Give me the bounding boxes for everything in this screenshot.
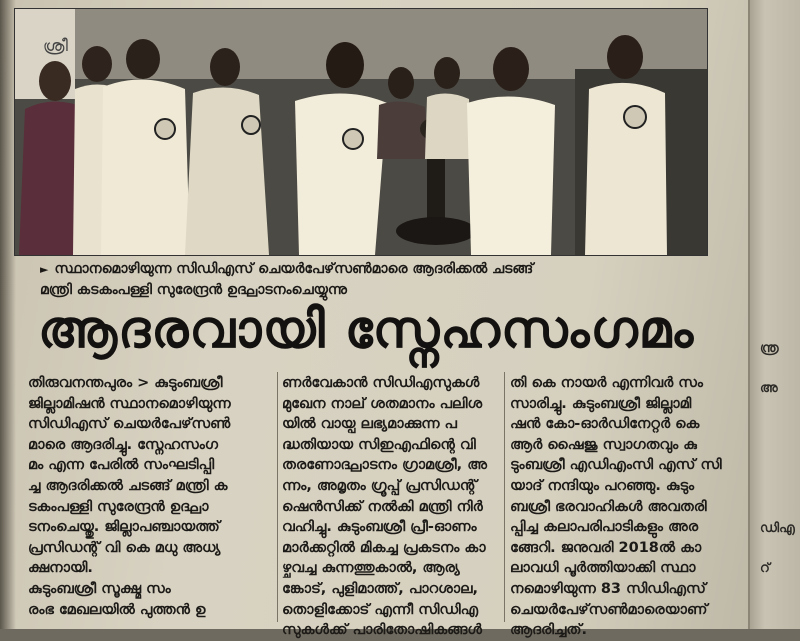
text-line: മം എന്ന പേരിൽ സംഘടിപ്പി: [28, 457, 215, 474]
text-line: സുകൾക്ക് പാരിതോഷികങ്ങൾ: [282, 622, 482, 639]
text-line: സിഡിഎസ് ചെയർപേഴ്‌സൺ: [28, 416, 231, 433]
text-line: ഷൻ കോ-ഓർഡിനേറ്റർ കെ: [510, 416, 700, 433]
text-line: യാദ് നന്ദിയും പറഞ്ഞു. കുടും: [510, 477, 695, 494]
text-line: നമൊഴിയുന്ന 83 സിഡിഎസ്: [510, 580, 706, 597]
photo-caption: [40, 259, 680, 301]
text-line: തിരുവനന്തപുരം > കുടുംബശ്രീ: [28, 375, 223, 391]
caption-text: സ്ഥാനമൊഴിയുന്ന സിഡിഎസ് ചെയർപേഴ്‌സൺമാരെ ആദരിക്കൽ ചടങ്ങ്: [54, 261, 534, 277]
text-line: ച്ച ആദരിക്കൽ ചടങ്ങ് മന്ത്രി ക: [28, 477, 228, 494]
text-line: തി കെ നായർ എന്നിവർ സം: [510, 375, 703, 391]
text-line: വഹിച്ചു. കുടുംബശ്രീ പ്രീ-ഓണം: [282, 519, 477, 536]
article-column-2: [282, 373, 497, 641]
article-headline: ആദരവായി സ്നേഹസംഗമം: [37, 300, 695, 360]
text-line: ഷെൻസിക്ക് നൽകി മന്ത്രി നിർ: [282, 498, 483, 515]
adjacent-page: [748, 0, 800, 629]
text-line: ങ്ങേറി. ജനുവരി 2018ൽ കാ: [510, 539, 702, 556]
text-line: ആർ ഷൈജു സ്വാഗതവും കു: [510, 436, 697, 453]
article-column-1: [28, 373, 273, 620]
text-line: യിൽ വായ്പ ലഭ്യമാക്കുന്ന പ: [282, 416, 457, 433]
text-line: ബശ്രീ ഭരവാഹികൾ അവതരി: [510, 498, 707, 515]
text-line: ദ്ധതിയായ സിഇഎഫിന്റെ വി: [282, 436, 476, 453]
caption-line: [40, 259, 680, 280]
text-line: പ്രസിഡന്റ് വി കെ മധു അധ്യ: [28, 539, 221, 556]
ceremony-photo-graphic: [15, 9, 707, 255]
text-line: ആദരിച്ചത്.: [510, 622, 588, 639]
text-line: മാർക്കറ്റിൽ മികച്ച പ്രകടനം കാ: [282, 539, 486, 556]
news-photo: [14, 8, 708, 256]
text-line: ന്നം, അമൃതം ഗ്രൂപ്പ് പ്രസിഡന്റ്: [282, 477, 477, 494]
text-line: ണർവേകാൻ സിഡിഎസുകൾ: [282, 375, 480, 391]
text-line: തൊളിക്കോട് എന്നീ സിഡിഎ: [282, 601, 479, 618]
text-line: ക്ഷനായി.: [28, 560, 93, 577]
text-line: തരണോദ്ഘാടനം ഗ്രാമശ്രീ, അ: [282, 457, 487, 474]
side-fragment: ഡിഎ: [760, 521, 795, 536]
text-line: കുടുംബശ്രീ സൂക്ഷ്മ സം: [28, 580, 171, 597]
side-fragment: അ: [760, 381, 778, 396]
text-line: സാരിച്ചു. കുടുംബശ്രീ ജില്ലാമി: [510, 395, 692, 412]
text-line: രംഭ മേഖലയിൽ പുത്തൻ ഉ: [28, 601, 206, 618]
text-line: ങ്കോട്, പുളിമാത്ത്, പാറശാല,: [282, 580, 479, 597]
text-line: ടനംചെയ്തു. ജില്ലാപഞ്ചായത്ത്: [28, 519, 220, 536]
text-line: ചെയർപേഴ്‌സൺമാരെയാണ്: [510, 601, 708, 618]
side-fragment: ന്ത്ര: [760, 341, 779, 356]
caption-line: മന്ത്രി കടകംപള്ളി സുരേന്ദ്രൻ ഉദ്ഘാടനംചെയ്യുന്നു: [40, 282, 347, 298]
text-line: പ്പിച്ച കലാപരിപാടികളും അര: [510, 519, 699, 536]
text-line: ടകംപള്ളി സുരേന്ദ്രൻ ഉദ്ഘാ: [28, 498, 209, 515]
text-line: മുഖേന നാല് ശതമാനം പലിശ: [282, 395, 483, 412]
text-line: ജില്ലാമിഷൻ സ്ഥാനമൊഴിയുന്ന: [28, 395, 231, 412]
article-column-3: [510, 373, 730, 641]
text-line: മാരെ ആദരിച്ചു. സ്നേഹസംഗ: [28, 436, 218, 453]
column-divider: [277, 372, 278, 622]
text-line: ഴ്ചവച്ച കുന്നത്തുകാൽ, ആര്യ: [282, 560, 460, 577]
svg-text:ശ്രീ: ശ്രീ: [43, 36, 68, 55]
caption-arrow-icon: ►: [40, 263, 49, 276]
side-fragment: റ്: [760, 561, 770, 576]
column-divider: [504, 372, 505, 622]
text-line: ലാവധി പൂർത്തിയാക്കി സ്ഥാ: [510, 560, 696, 577]
text-line: ടുംബശ്രീ എഡിഎംസി എസ് സി: [510, 457, 722, 474]
